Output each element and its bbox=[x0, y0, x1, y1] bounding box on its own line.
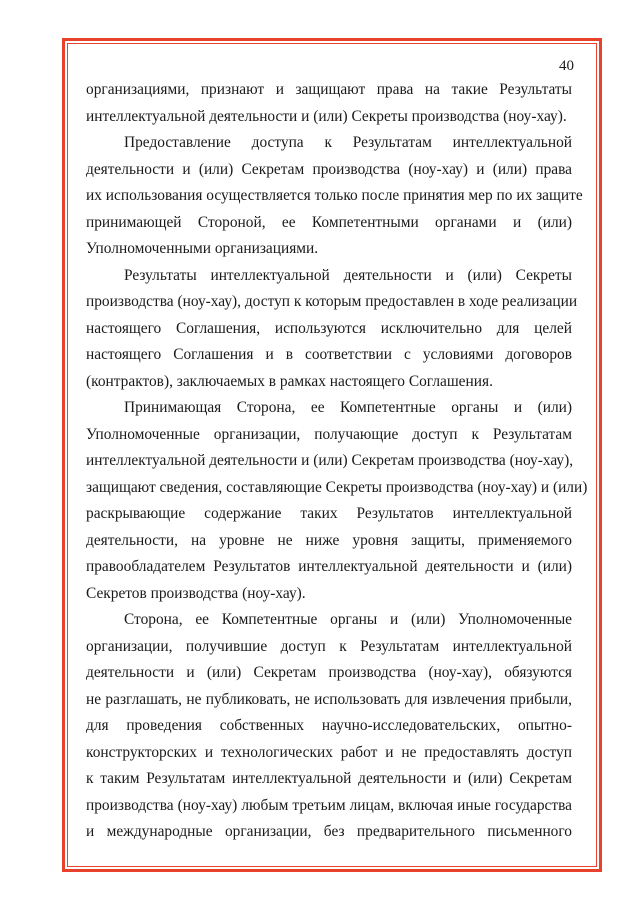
text-line: интеллектуальной деятельности и (или) Секреты производства (ноу-хау). bbox=[86, 107, 567, 125]
page-number: 40 bbox=[559, 58, 574, 74]
text-line: и международные организации, без предварительного письменного bbox=[86, 823, 572, 840]
text-line: настоящего Соглашения и в соответствии с условиями договоров bbox=[86, 346, 572, 363]
text-line: (контрактов), заключаемых в рамках настоящего Соглашения. bbox=[86, 372, 493, 390]
text-line: Принимающая Сторона, ее Компетентные органы и (или) bbox=[124, 399, 572, 416]
text-line: Предоставление доступа к Результатам интеллектуальной bbox=[124, 134, 572, 151]
text-line: интеллектуальной деятельности и (или) Секретам производства (ноу-хау), bbox=[86, 452, 574, 469]
text-line: защищают сведения, составляющие Секреты производства (ноу-хау) и (или) bbox=[86, 478, 588, 496]
text-line: не разглашать, не публиковать, не использовать для извлечения прибыли, bbox=[86, 690, 572, 708]
text-line: раскрывающие содержание таких Результатов интеллектуальной bbox=[86, 505, 572, 522]
text-line: принимающей Стороной, ее Компетентными органами и (или) bbox=[86, 213, 572, 231]
text-line: деятельности, на уровне не ниже уровня защиты, применяемого bbox=[86, 531, 572, 549]
document-body bbox=[86, 77, 588, 846]
text-line: производства (ноу-хау) любым третьим лицам, включая иные государства bbox=[86, 796, 572, 814]
text-line: к таким Результатам интеллектуальной деятельности и (или) Секретам bbox=[86, 770, 572, 787]
text-line: для проведения собственных научно-исследовательских, опытно- bbox=[86, 717, 572, 734]
text-line: деятельности и (или) Секретам производства (ноу-хау) и (или) права bbox=[86, 160, 572, 178]
text-line: конструкторских и технологических работ и не предоставлять доступ bbox=[86, 743, 572, 761]
text-line: Уполномоченные организации, получающие доступ к Результатам bbox=[86, 425, 572, 443]
text-line: Уполномоченными организациями. bbox=[86, 240, 319, 257]
text-line: производства (ноу-хау), доступ к которым предоставлен в ходе реализации bbox=[86, 293, 578, 310]
text-line: Результаты интеллектуальной деятельности и (или) Секреты bbox=[124, 266, 572, 284]
text-line: правообладателем Результатов интеллектуальной деятельности и (или) bbox=[86, 558, 572, 575]
text-line: Сторона, ее Компетентные органы и (или) Уполномоченные bbox=[124, 611, 572, 628]
text-line: деятельности и (или) Секретам производства (ноу-хау), обязуются bbox=[86, 664, 572, 681]
text-line: организациями, признают и защищают права на такие Результаты bbox=[86, 81, 572, 98]
text-line: организации, получившие доступ к Результатам интеллектуальной bbox=[86, 637, 572, 655]
text-line: настоящего Соглашения, используются исключительно для целей bbox=[86, 319, 572, 337]
text-line: их использования осуществляется только после принятия мер по их защите bbox=[86, 187, 583, 204]
text-line: Секретов производства (ноу-хау). bbox=[86, 584, 306, 602]
